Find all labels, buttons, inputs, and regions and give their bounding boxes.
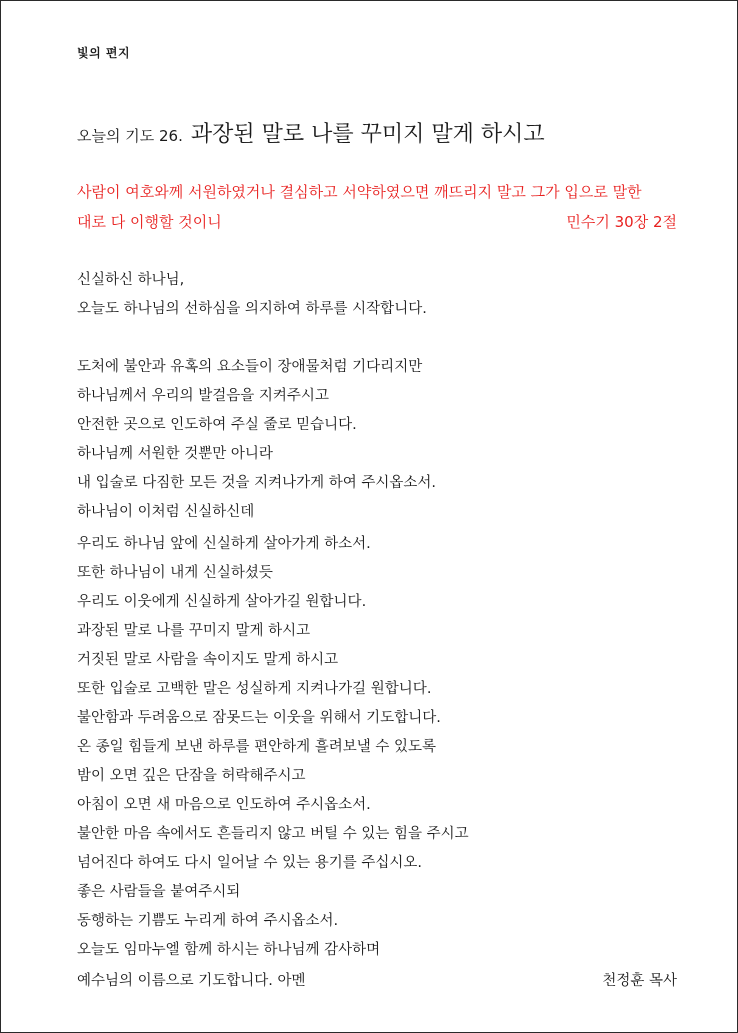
scripture-line: 사람이 여호와께 서원하였거나 결심하고 서약하였으면 깨뜨리지 말고 그가 입으로 말한 <box>77 183 642 201</box>
prayer-line: 오늘도 임마누엘 함께 하시는 하나님께 감사하며 <box>77 942 381 958</box>
prayer-line: 아침이 오면 새 마음으로 인도하여 주시옵소서. <box>77 797 371 813</box>
prayer-line: 또한 입술로 고백한 말은 성실하게 지켜나가길 원합니다. <box>77 681 432 697</box>
prayer-greeting-line: 오늘도 하나님의 선하심을 의지하여 하루를 시작합니다. <box>77 301 427 317</box>
prayer-line: 동행하는 기쁨도 누리게 하여 주시옵소서. <box>77 913 339 929</box>
prayer-title-text: 과장된 말로 나를 꾸미지 말게 하시고 <box>190 122 545 147</box>
prayer-line: 밤이 오면 깊은 단잠을 허락해주시고 <box>77 768 306 784</box>
prayer-line: 하나님께 서원한 것뿐만 아니라 <box>77 446 273 462</box>
prayer-line: 좋은 사람들을 붙여주시되 <box>77 884 241 900</box>
prayer-line: 거짓된 말로 사람을 속이지도 말게 하시고 <box>77 652 339 668</box>
prayer-line: 넘어진다 하여도 다시 일어날 수 있는 용기를 주십시오. <box>77 855 423 871</box>
prayer-line: 과장된 말로 나를 꾸미지 말게 하시고 <box>77 623 311 639</box>
prayer-line: 또한 하나님이 내게 신실하셨듯 <box>77 565 273 581</box>
prayer-title <box>77 117 545 148</box>
prayer-line: 안전한 곳으로 인도하여 주실 줄로 믿습니다. <box>77 417 357 433</box>
author-name: 천정훈 목사 <box>602 973 677 989</box>
prayer-line: 우리도 하나님 앞에 신실하게 살아가게 하소서. <box>77 536 371 552</box>
prayer-line: 우리도 이웃에게 신실하게 살아가길 원합니다. <box>77 594 367 610</box>
prayer-line: 예수님의 이름으로 기도합니다. 아멘 <box>77 973 306 989</box>
prayer-line: 불안한 마음 속에서도 흔들리지 않고 버틸 수 있는 힘을 주시고 <box>77 826 469 842</box>
prayer-line: 하나님이 이처럼 신실하신데 <box>77 504 255 520</box>
prayer-line: 불안함과 두려움으로 잠못드는 이웃을 위해서 기도합니다. <box>77 710 441 726</box>
prayer-line: 하나님께서 우리의 발걸음을 지켜주시고 <box>77 388 329 404</box>
prayer-number: 오늘의 기도 26. <box>77 127 183 145</box>
prayer-line: 도처에 불안과 유혹의 요소들이 장애물처럼 기다리지만 <box>77 359 423 375</box>
prayer-line: 온 종일 힘들게 보낸 하루를 편안하게 흘려보낼 수 있도록 <box>77 739 437 755</box>
publication-name: 빛의 편지 <box>77 46 131 60</box>
scripture-reference: 민수기 30장 2절 <box>566 213 677 231</box>
prayer-greeting-line: 신실하신 하나님, <box>77 272 185 288</box>
scripture-line: 대로 다 이행할 것이니 <box>77 213 222 231</box>
prayer-line: 내 입술로 다짐한 모든 것을 지켜나가게 하여 주시옵소서. <box>77 475 437 491</box>
